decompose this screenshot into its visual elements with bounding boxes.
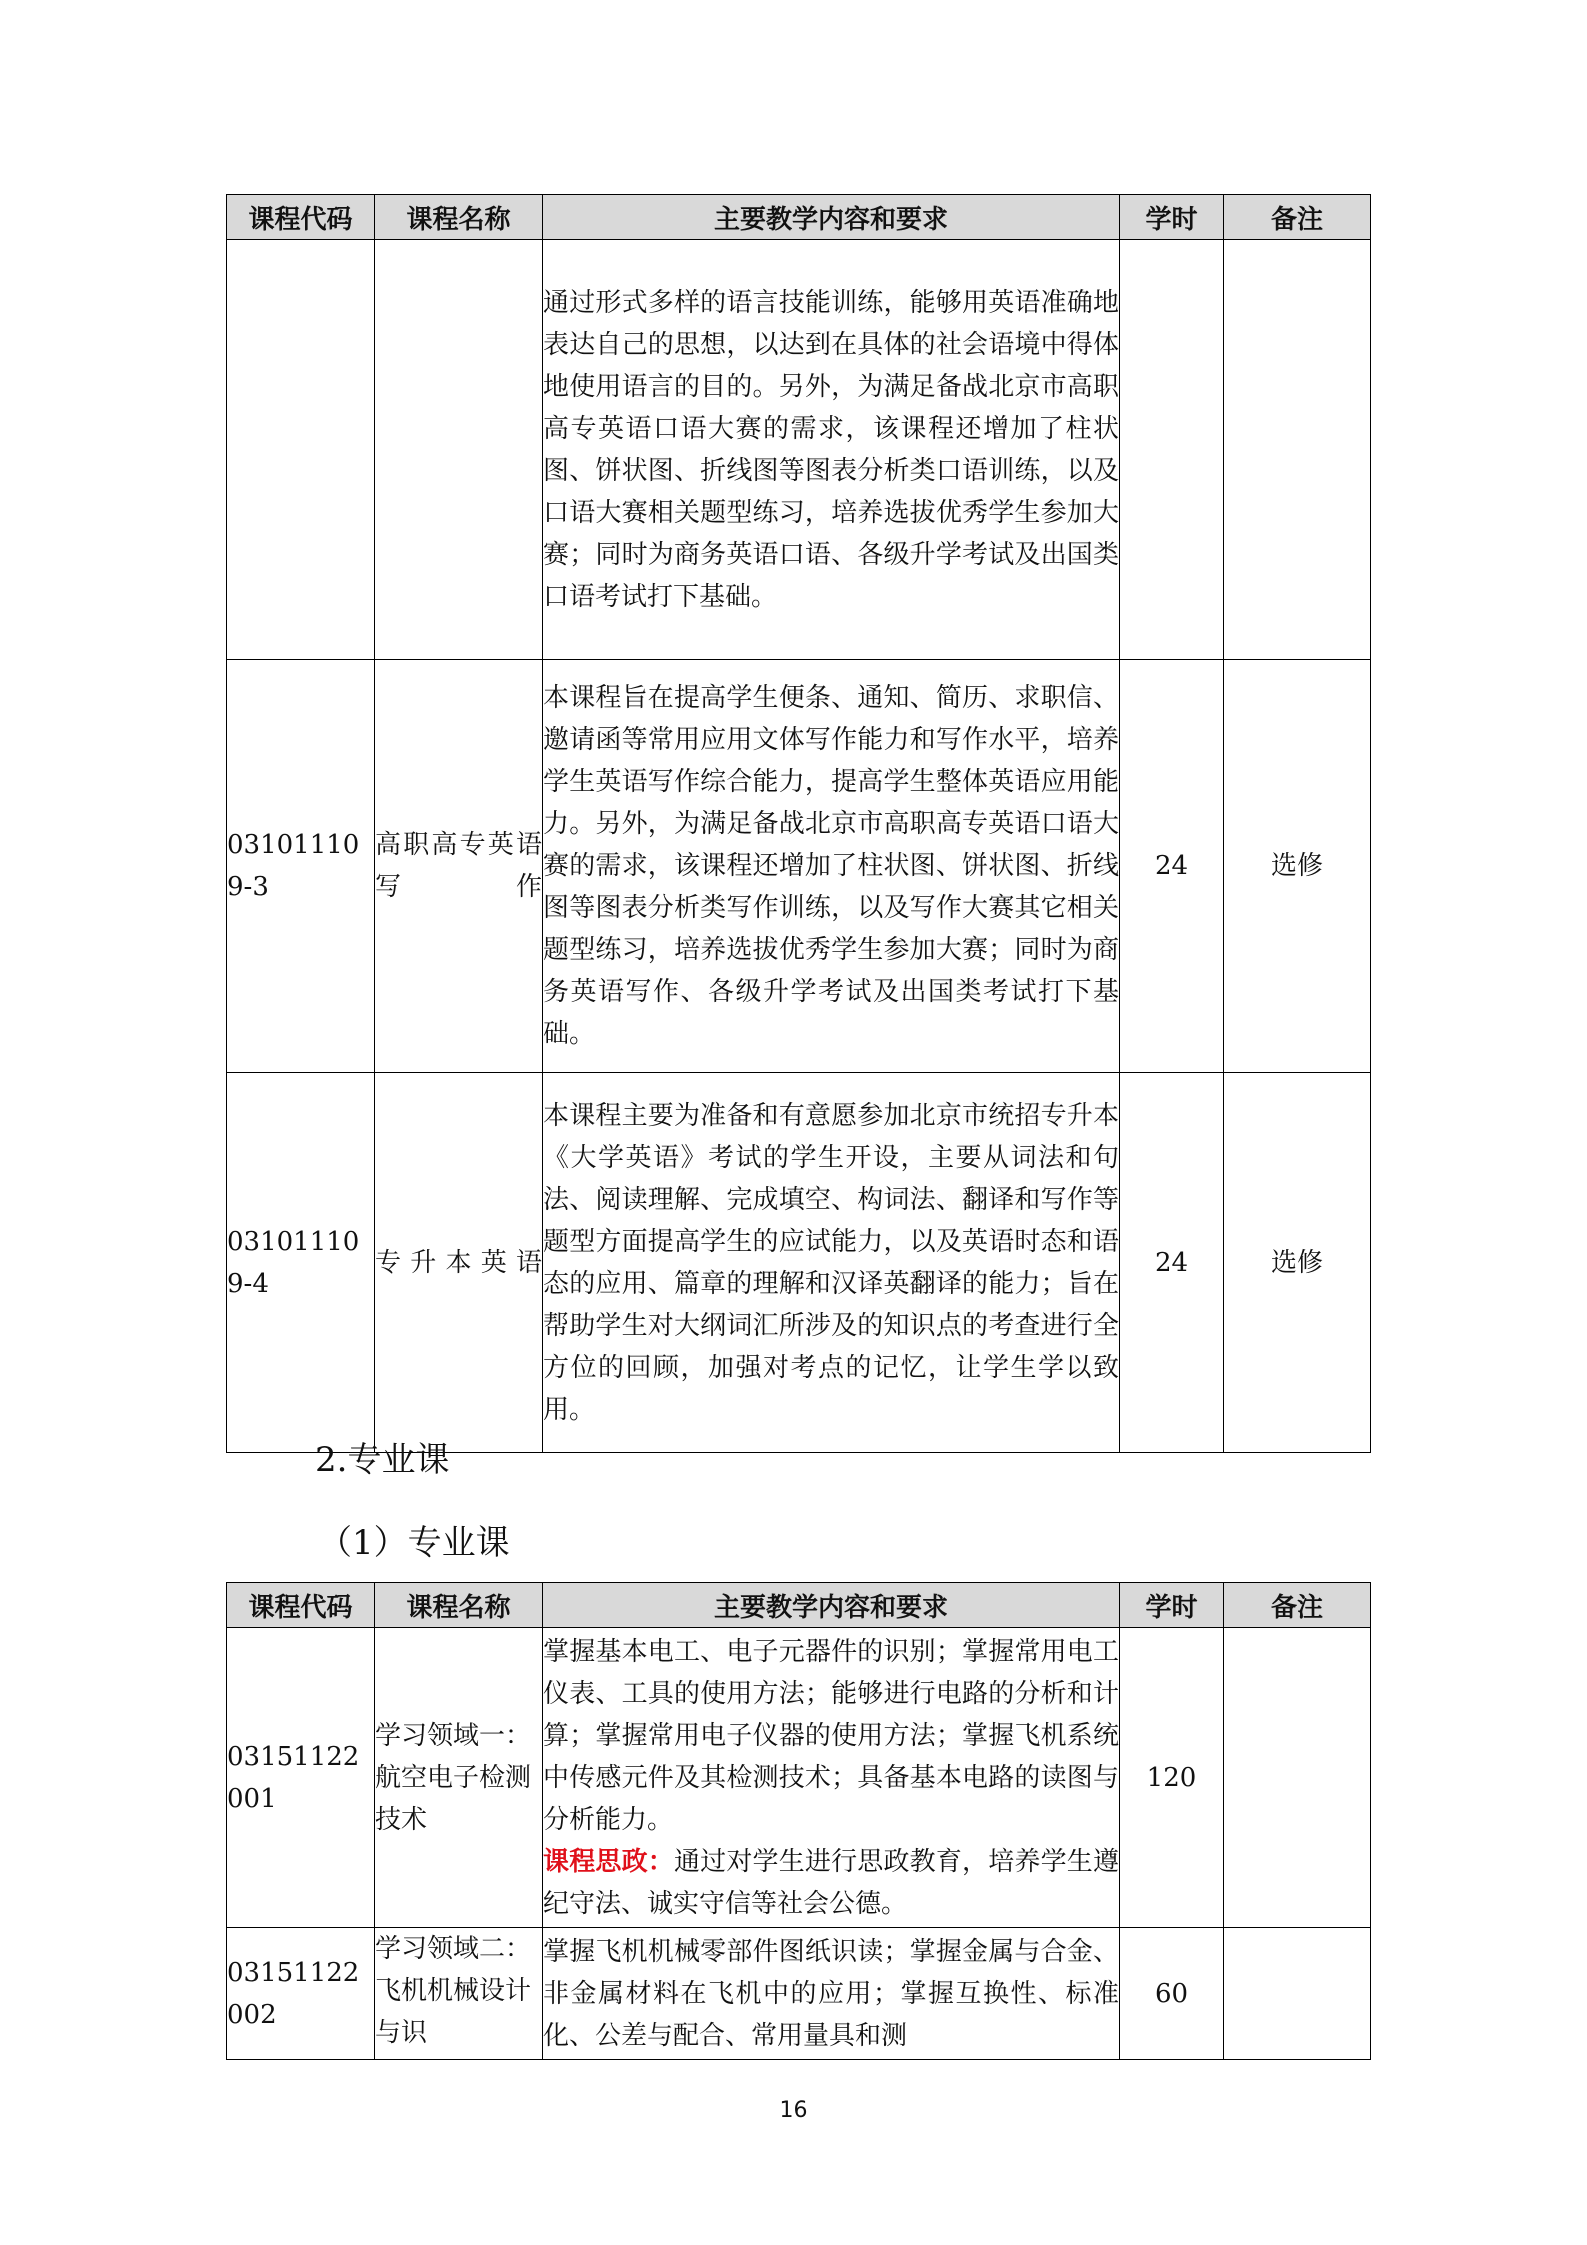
course-remark [1224, 240, 1371, 660]
course-hours: 24 [1120, 660, 1224, 1073]
header-remark: 备注 [1224, 195, 1371, 240]
header-remark: 备注 [1224, 1583, 1371, 1628]
table-header-row [227, 1583, 1371, 1628]
header-name: 课程名称 [375, 1583, 543, 1628]
course-hours [1120, 240, 1224, 660]
course-hours: 24 [1120, 1073, 1224, 1453]
table-header-row [227, 195, 1371, 240]
header-content: 主要教学内容和要求 [543, 195, 1120, 240]
course-remark: 选修 [1224, 660, 1371, 1073]
table-row [227, 1928, 1371, 2060]
course-name: 学习领域一：航空电子检测技术 [375, 1628, 543, 1928]
course-code: 031011109-4 [227, 1073, 375, 1453]
course-name: 专升本英语 [375, 1073, 543, 1453]
course-code: 03151122001 [227, 1628, 375, 1928]
course-content: 掌握飞机机械零部件图纸识读；掌握金属与合金、非金属材料在飞机中的应用；掌握互换性、标准化、公差与配合、常用量具和测 [543, 1928, 1120, 2060]
course-content: 通过形式多样的语言技能训练，能够用英语准确地表达自己的思想，以达到在具体的社会语境中得体地使用语言的目的。另外，为满足备战北京市高职高专英语口语大赛的需求，该课程还增加了柱状图、饼状图、折线图等图表分析类口语训练，以及口语大赛相关题型练习，培养选拔优秀学生参加大赛；同时为商务英语口语、各级升学考试及出国类口语考试打下基础。 [543, 240, 1120, 660]
subsection-heading: （1）专业课 [318, 1523, 510, 1563]
header-hours: 学时 [1120, 1583, 1224, 1628]
section-heading: 2.专业课 [315, 1440, 450, 1480]
page-number: 16 [779, 2098, 808, 2123]
course-code [227, 240, 375, 660]
course-remark [1224, 1628, 1371, 1928]
course-remark: 选修 [1224, 1073, 1371, 1453]
header-code: 课程代码 [227, 195, 375, 240]
table-row [227, 660, 1371, 1073]
header-code: 课程代码 [227, 1583, 375, 1628]
course-content [543, 1628, 1120, 1928]
course-hours: 120 [1120, 1628, 1224, 1928]
course-table-1 [226, 194, 1371, 1453]
course-content: 本课程主要为准备和有意愿参加北京市统招专升本《大学英语》考试的学生开设，主要从词法和句法、阅读理解、完成填空、构词法、翻译和写作等题型方面提高学生的应试能力，以及英语时态和语态的应用、篇章的理解和汉译英翻译的能力；旨在帮助学生对大纲词汇所涉及的知识点的考查进行全方位的回顾，加强对考点的记忆，让学生学以致用。 [543, 1073, 1120, 1453]
course-name: 高职高专英语写作 [375, 660, 543, 1073]
table-row [227, 240, 1371, 660]
course-code: 031011109-3 [227, 660, 375, 1073]
course-name: 学习领域二：飞机机械设计与识 [375, 1928, 543, 2060]
course-hours: 60 [1120, 1928, 1224, 2060]
course-remark [1224, 1928, 1371, 2060]
course-table-2 [226, 1582, 1371, 2060]
table-row [227, 1073, 1371, 1453]
header-hours: 学时 [1120, 195, 1224, 240]
ideology-text: 通过对学生进行思政教育，培养学生遵纪守法、诚实守信等社会公德。 [543, 1846, 1119, 1919]
course-content-text: 掌握基本电工、电子元器件的识别；掌握常用电工仪表、工具的使用方法；能够进行电路的分析和计算；掌握常用电子仪器的使用方法；掌握飞机系统中传感元件及其检测技术；具备基本电路的读图与分析能力。 [543, 1636, 1119, 1835]
table-row [227, 1628, 1371, 1928]
course-name [375, 240, 543, 660]
header-name: 课程名称 [375, 195, 543, 240]
header-content: 主要教学内容和要求 [543, 1583, 1120, 1628]
course-code: 03151122002 [227, 1928, 375, 2060]
ideology-label: 课程思政： [543, 1846, 674, 1877]
course-content: 本课程旨在提高学生便条、通知、简历、求职信、邀请函等常用应用文体写作能力和写作水平，培养学生英语写作综合能力，提高学生整体英语应用能力。另外，为满足备战北京市高职高专英语口语大赛的需求，该课程还增加了柱状图、饼状图、折线图等图表分析类写作训练，以及写作大赛其它相关题型练习，培养选拔优秀学生参加大赛；同时为商务英语写作、各级升学考试及出国类考试打下基础。 [543, 660, 1120, 1073]
